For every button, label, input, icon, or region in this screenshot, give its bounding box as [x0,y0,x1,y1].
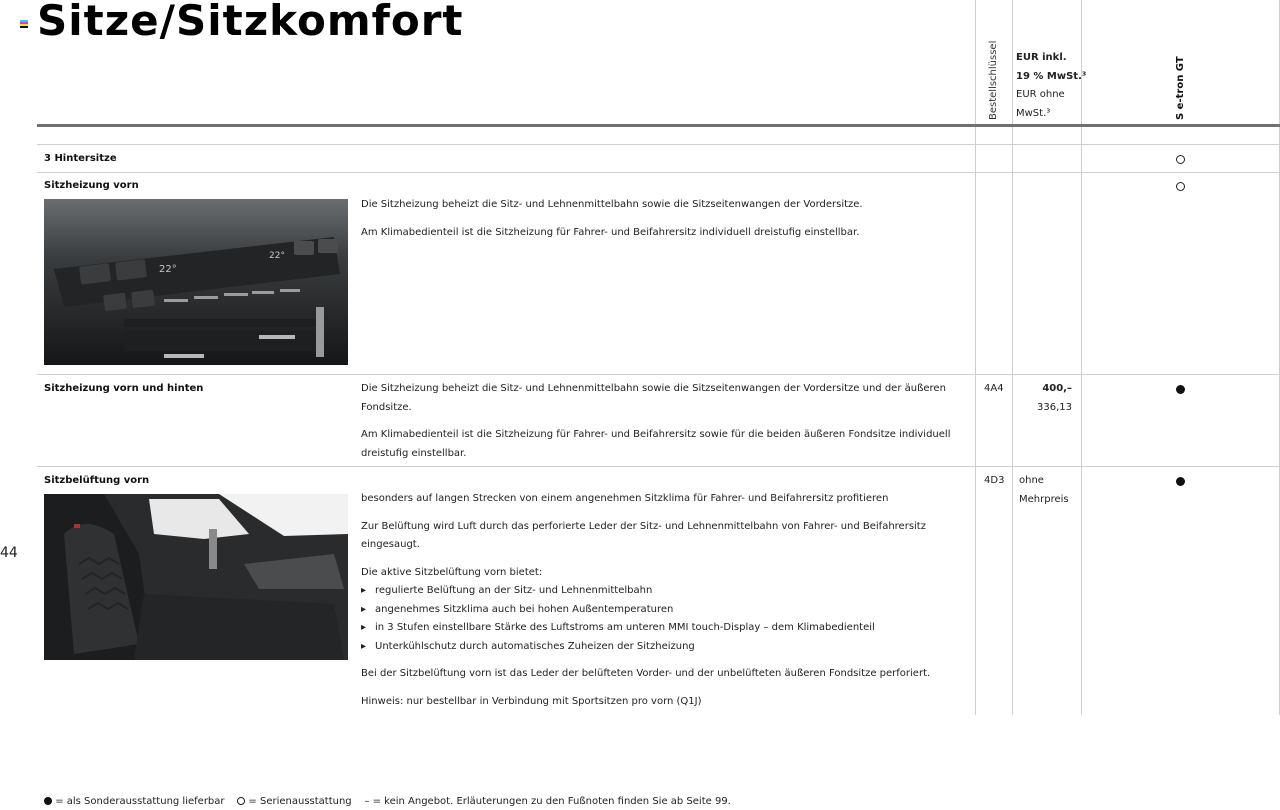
price-line: Mehrpreis [1019,493,1069,505]
feature-list-item: ▸ Unterkühlschutz durch automatisches Zuheizen der Sitzheizung [361,638,969,657]
feature-list-item: ▸ regulierte Belüftung an der Sitz- und Lehnenmittelbahn [361,582,969,601]
price [1019,472,1075,509]
column-divider [1012,0,1013,715]
row-divider [37,374,1280,375]
price-excl: 336,13 [1037,401,1072,413]
optional-equipment-icon [1176,477,1185,486]
seat-interior-image [44,494,348,660]
legend-standard: = Serienausstattung [248,796,352,807]
description-paragraph: Zur Belüftung wird Luft durch das perforierte Leder der Sitz- und Lehnenmittelbahn von Fahrer- und Beifahrersitz eingesaugt. [361,520,926,550]
order-code: 4A4 [984,383,1004,394]
description-paragraph: Bei der Sitzbelüftung vorn ist das Leder der belüfteten Vorder- und der unbelüfteten äußeren Fondsitze perforiert. [361,668,931,679]
header-price [1016,49,1086,123]
description-paragraph: Die Sitzheizung beheizt die Sitz- und Lehnenmittelbahn sowie die Sitzseitenwangen der Vordersitze. [361,199,863,210]
row-label-sitzbelueftung-vorn: Sitzbelüftung vorn [44,475,150,486]
legend-none: = kein Angebot. Erläuterungen zu den Fußnoten finden Sie ab Seite 99. [372,796,731,807]
standard-equipment-icon [1176,182,1185,191]
description-sitzheizung-vorn [361,196,969,251]
price-incl: 400,– [1042,383,1072,394]
description-paragraph: besonders auf langen Strecken von einem angenehmen Sitzklima für Fahrer- und Beifahrersitz profitieren [361,493,889,504]
standard-equipment-icon [237,797,245,805]
header-price-incl-2: 19 % MwSt.³ [1016,70,1087,82]
print-color-marks [20,20,28,28]
feature-list [361,582,969,656]
row-divider [37,144,1280,145]
header-price-excl-2: MwSt.³ [1016,107,1051,119]
header-model: S e-tron GT [1175,56,1186,120]
row-label-sitzheizung-vorn: Sitzheizung vorn [44,180,139,191]
column-divider [975,0,976,715]
no-offer-icon: – [364,796,370,807]
description-paragraph: Am Klimabedienteil ist die Sitzheizung für Fahrer- und Beifahrersitz sowie für die beiden äußeren Fondsitze individuell dreistufig einstellbar. [361,429,951,459]
row-divider [37,172,1280,173]
optional-equipment-icon [44,797,52,805]
legend-optional: = als Sonderausstattung lieferbar [55,796,225,807]
feature-list-item: ▸ in 3 Stufen einstellbare Stärke des Luftstroms am unteren MMI touch-Display – dem Klimabedienteil [361,619,969,638]
climate-control-panel-image [44,199,348,365]
description-sitzheizung-vorn-hinten [361,380,969,472]
price-line: ohne [1019,475,1044,486]
header-rule [37,124,1280,127]
order-code: 4D3 [984,475,1005,486]
description-paragraph: Am Klimabedienteil ist die Sitzheizung für Fahrer- und Beifahrersitz individuell dreistufig einstellbar. [361,226,860,238]
header-price-excl-1: EUR ohne [1016,89,1065,100]
svg-text:22°: 22° [159,264,177,275]
standard-equipment-icon [1176,155,1185,164]
legend [44,796,731,807]
description-note: Hinweis: nur bestellbar in Verbindung mit Sportsitzen pro vorn (Q1J) [361,695,702,707]
row-label-hintersitze: 3 Hintersitze [44,153,117,164]
row-label-sitzheizung-vorn-hinten: Sitzheizung vorn und hinten [44,383,204,394]
page-number: 44 [0,545,18,561]
description-paragraph: Die aktive Sitzbelüftung vorn bietet: [361,566,543,578]
description-paragraph: Die Sitzheizung beheizt die Sitz- und Lehnenmittelbahn sowie die Sitzseitenwangen der Vordersitze und der äußeren Fondsitze. [361,383,946,413]
description-sitzbelueftung-vorn [361,490,969,720]
page-title: Sitze/Sitzkomfort [37,0,464,45]
svg-text:22°: 22° [269,251,285,261]
feature-list-item: ▸ angenehmes Sitzklima auch bei hohen Außentemperaturen [361,601,969,620]
header-price-incl-1: EUR inkl. [1016,52,1067,63]
header-order-key: Bestellschlüssel [988,40,999,120]
price [1016,380,1072,417]
optional-equipment-icon [1176,385,1185,394]
